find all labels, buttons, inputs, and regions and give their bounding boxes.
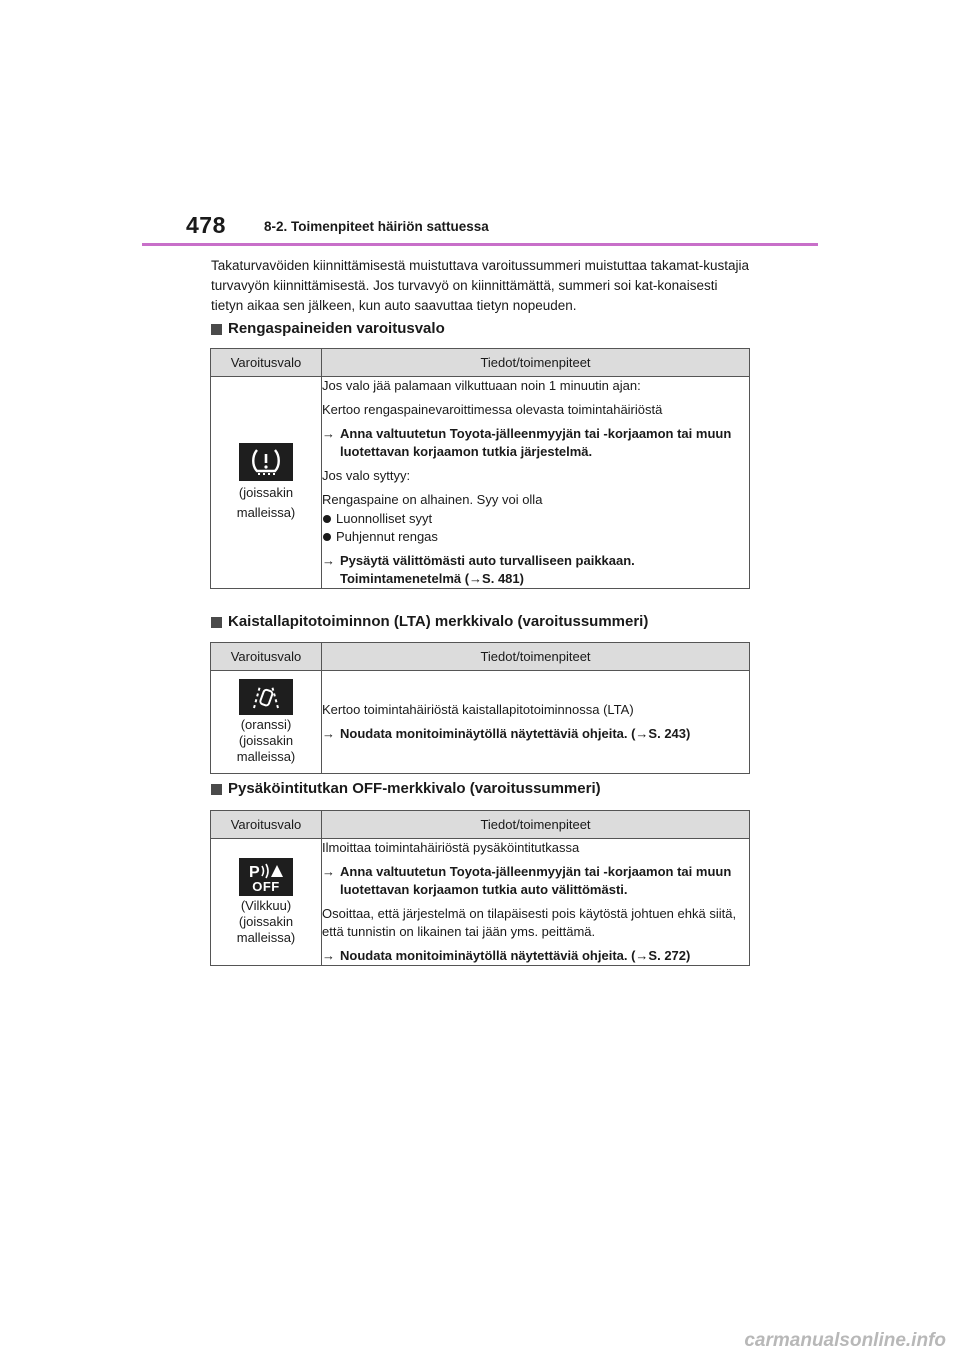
action-text: Noudata monitoiminäytöllä näytettäviä ohjeita. (→S. 272) xyxy=(340,948,691,963)
svg-text:P: P xyxy=(249,863,260,880)
details-cell xyxy=(322,377,750,589)
bullet-icon xyxy=(323,533,331,541)
details-text: Rengaspaine on alhainen. Syy voi olla xyxy=(322,492,543,507)
list-item xyxy=(322,510,749,528)
square-bullet-icon xyxy=(211,617,222,628)
lamp-cell xyxy=(211,671,322,774)
action-item xyxy=(322,725,749,743)
parking-sensor-off-icon xyxy=(239,858,293,896)
lamp-caption: (joissakin malleissa) xyxy=(236,484,296,520)
intro-paragraph: Takaturvavöiden kiinnittämisestä muistuttava varoitussummeri muistuttaa takamat-kustajia turvavyön kiinnittämisestä. Jos turvavyö on kiinnittämättä, summeri soi kat-konaisesti tietyn aikaa sen jälkeen, kun auto saavuttaa tietyn nopeuden. xyxy=(211,258,749,313)
details-text: Kertoo toimintahäiriöstä kaistallapitotoiminnossa (LTA) xyxy=(322,702,634,717)
col-header-details: Tiedot/toimenpiteet xyxy=(322,643,750,671)
subheading-text: Rengaspaineiden varoitusvalo xyxy=(228,320,445,337)
details-cell xyxy=(322,671,750,774)
details-text: Ilmoittaa toimintahäiriöstä pysäköintitutkassa xyxy=(322,840,580,855)
lamp-caption: (Vilkkuu) xyxy=(240,898,292,913)
lta-table xyxy=(210,642,750,774)
arrow-icon: → xyxy=(322,948,335,963)
col-header-details: Tiedot/toimenpiteet xyxy=(322,811,750,839)
list-item-text: Luonnolliset syyt xyxy=(336,511,433,526)
action-item xyxy=(322,425,749,461)
lane-tracing-assist-icon xyxy=(239,679,293,715)
details-text: Jos valo syttyy: xyxy=(322,468,411,483)
list-item-text: Puhjennut rengas xyxy=(336,529,438,544)
lamp-caption: (joissakin malleissa) xyxy=(236,733,296,764)
action-text: Noudata monitoiminäytöllä näytettäviä ohjeita. (→S. 243) xyxy=(340,726,691,741)
lamp-caption: (oranssi) xyxy=(240,717,292,732)
arrow-icon: → xyxy=(322,864,335,879)
col-header-warning-light: Varoitusvalo xyxy=(211,811,322,839)
square-bullet-icon xyxy=(211,324,222,335)
section-title: 8-2. Toimenpiteet häiriön sattuessa xyxy=(264,219,489,234)
tire-pressure-table xyxy=(210,348,750,589)
bullet-icon xyxy=(323,515,331,523)
watermark: carmanualsonline.info xyxy=(744,1330,946,1351)
list-item xyxy=(322,528,749,546)
page-number: 478 xyxy=(186,212,226,238)
subheading-tire-pressure xyxy=(211,320,445,337)
action-item xyxy=(322,552,749,588)
col-header-warning-light: Varoitusvalo xyxy=(211,643,322,671)
subheading-lta xyxy=(211,613,648,630)
details-text: Osoittaa, että järjestelmä on tilapäisesti pois käytöstä johtuen ehkä siitä, että tunnistin on likainen tai jään yms. peittämä. xyxy=(322,906,737,939)
subheading-parking-sensor xyxy=(211,780,601,797)
details-cell xyxy=(322,839,750,966)
subheading-text: Kaistallapitotoiminnon (LTA) merkkivalo (varoitussummeri) xyxy=(228,613,649,630)
action-text: Anna valtuutetun Toyota-jälleenmyyjän tai -korjaamon tai muun luotettavan korjaamon tutkia järjestelmä. xyxy=(340,426,732,459)
lamp-off-label: OFF xyxy=(252,878,280,894)
square-bullet-icon xyxy=(211,784,222,795)
lamp-cell xyxy=(211,377,322,589)
arrow-icon: → xyxy=(322,426,335,441)
arrow-icon: → xyxy=(322,553,335,568)
details-text: Kertoo rengaspainevaroittimessa olevasta toimintahäiriöstä xyxy=(322,402,663,417)
tire-pressure-warning-icon xyxy=(239,443,293,481)
action-text: Pysäytä välittömästi auto turvalliseen paikkaan. Toimintamenetelmä (→S. 481) xyxy=(340,553,635,586)
subheading-text: Pysäköintitutkan OFF-merkkivalo (varoitussummeri) xyxy=(228,780,601,797)
action-item xyxy=(322,947,749,965)
lamp-cell xyxy=(211,839,322,966)
details-text: Jos valo jää palamaan vilkuttuaan noin 1 minuutin ajan: xyxy=(322,378,641,393)
col-header-warning-light: Varoitusvalo xyxy=(211,349,322,377)
parking-sensor-table xyxy=(210,810,750,966)
col-header-details: Tiedot/toimenpiteet xyxy=(322,349,750,377)
action-text: Anna valtuutetun Toyota-jälleenmyyjän tai -korjaamon tai muun luotettavan korjaamon tutkia auto välittömästi. xyxy=(340,864,732,897)
header-divider xyxy=(142,243,818,246)
action-item xyxy=(322,863,749,899)
lamp-caption: (joissakin malleissa) xyxy=(236,914,296,945)
arrow-icon: → xyxy=(322,726,335,741)
